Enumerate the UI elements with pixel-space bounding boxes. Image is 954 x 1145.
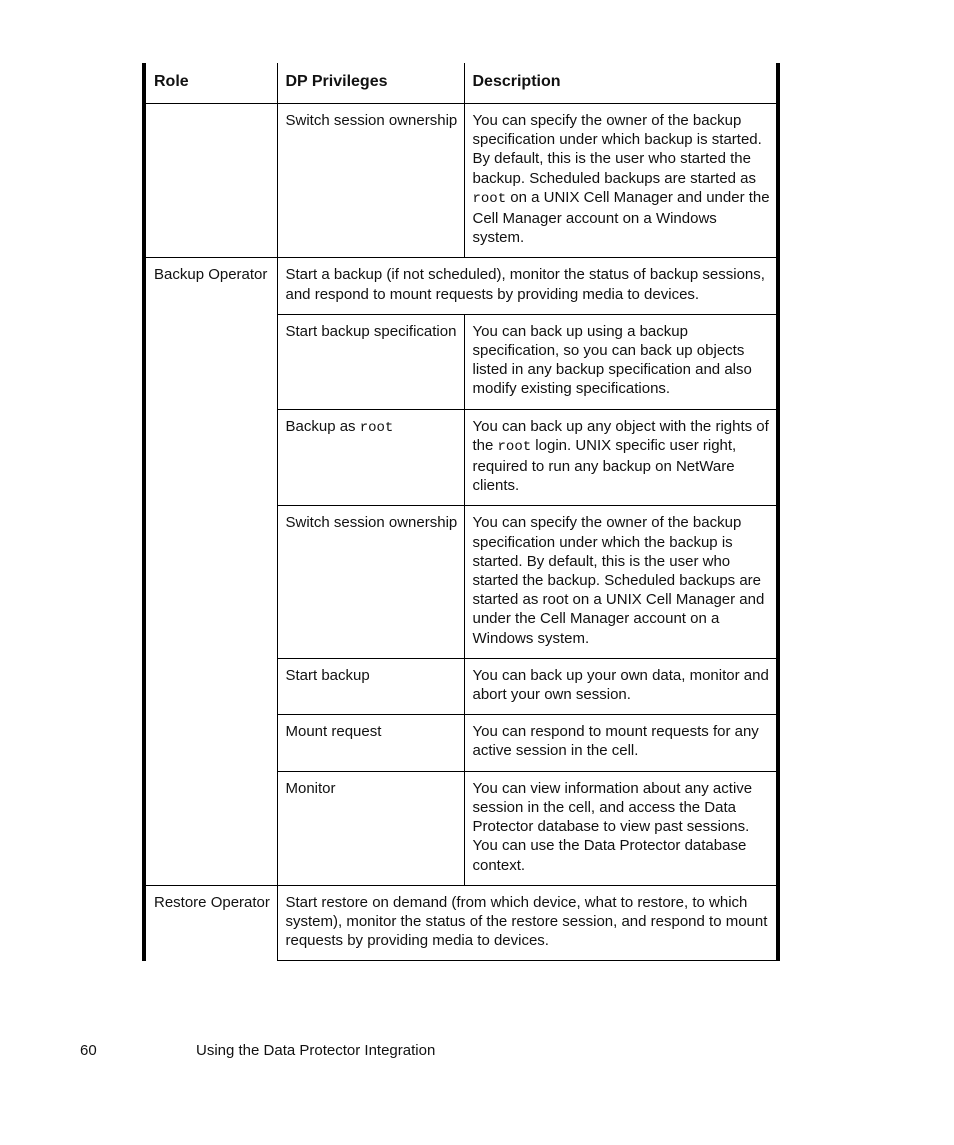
header-dp-privileges: DP Privileges <box>277 63 464 104</box>
table-header-row <box>144 63 778 104</box>
header-role: Role <box>144 63 277 104</box>
header-description: Description <box>464 63 778 104</box>
privilege-cell: Start backup <box>277 658 464 714</box>
privilege-cell: Start backup specification <box>277 314 464 409</box>
code-root: root <box>497 438 532 455</box>
privilege-cell <box>277 409 464 506</box>
description-cell <box>464 409 778 506</box>
privilege-cell: Monitor <box>277 771 464 885</box>
description-cell: You can view information about any active session in the cell, and access the Data Protector database to view past sessions. You can use the Data Protector database context. <box>464 771 778 885</box>
privileges-table <box>142 63 780 961</box>
table-row <box>144 104 778 258</box>
role-cell-empty <box>144 104 277 258</box>
privilege-text: Backup as <box>285 417 360 435</box>
code-root: root <box>359 419 394 436</box>
description-cell <box>464 104 778 258</box>
description-text: login. UNIX specific user right, required to run any backup on NetWare clients. <box>472 436 737 495</box>
code-root: root <box>472 190 507 207</box>
description-cell: You can specify the owner of the backup specification under which the backup is started. By default, this is the user who started the backup. Scheduled backups are started as root on a UNIX Cell Manager and under the Cell Manager account on a Windows system. <box>464 506 778 658</box>
role-backup-operator: Backup Operator <box>144 258 277 885</box>
privilege-cell: Switch session ownership <box>277 506 464 658</box>
table-row <box>144 258 778 314</box>
table-row <box>144 885 778 961</box>
page-number: 60 <box>80 1042 97 1059</box>
privilege-cell: Mount request <box>277 715 464 771</box>
role-summary: Start a backup (if not scheduled), monitor the status of backup sessions, and respond to mount requests by providing media to devices. <box>277 258 778 314</box>
description-text: on a UNIX Cell Manager and under the Cell Manager account on a Windows system. <box>472 188 770 247</box>
role-summary: Start restore on demand (from which device, what to restore, to which system), monitor the status of the restore session, and respond to mount requests by providing media to devices. <box>277 885 778 961</box>
description-cell: You can back up your own data, monitor and abort your own session. <box>464 658 778 714</box>
footer-title: Using the Data Protector Integration <box>196 1042 436 1059</box>
description-cell: You can respond to mount requests for any active session in the cell. <box>464 715 778 771</box>
role-restore-operator: Restore Operator <box>154 893 270 911</box>
privilege-cell: Switch session ownership <box>277 104 464 258</box>
description-text: You can specify the owner of the backup specification under which backup is started. By default, this is the user who started the backup. Scheduled backups are started as <box>472 112 762 187</box>
description-text: You can back up any object with the rights of the <box>472 417 769 454</box>
description-cell: You can back up using a backup specification, so you can back up objects listed in any backup specification and also modify existing specifications. <box>464 314 778 409</box>
